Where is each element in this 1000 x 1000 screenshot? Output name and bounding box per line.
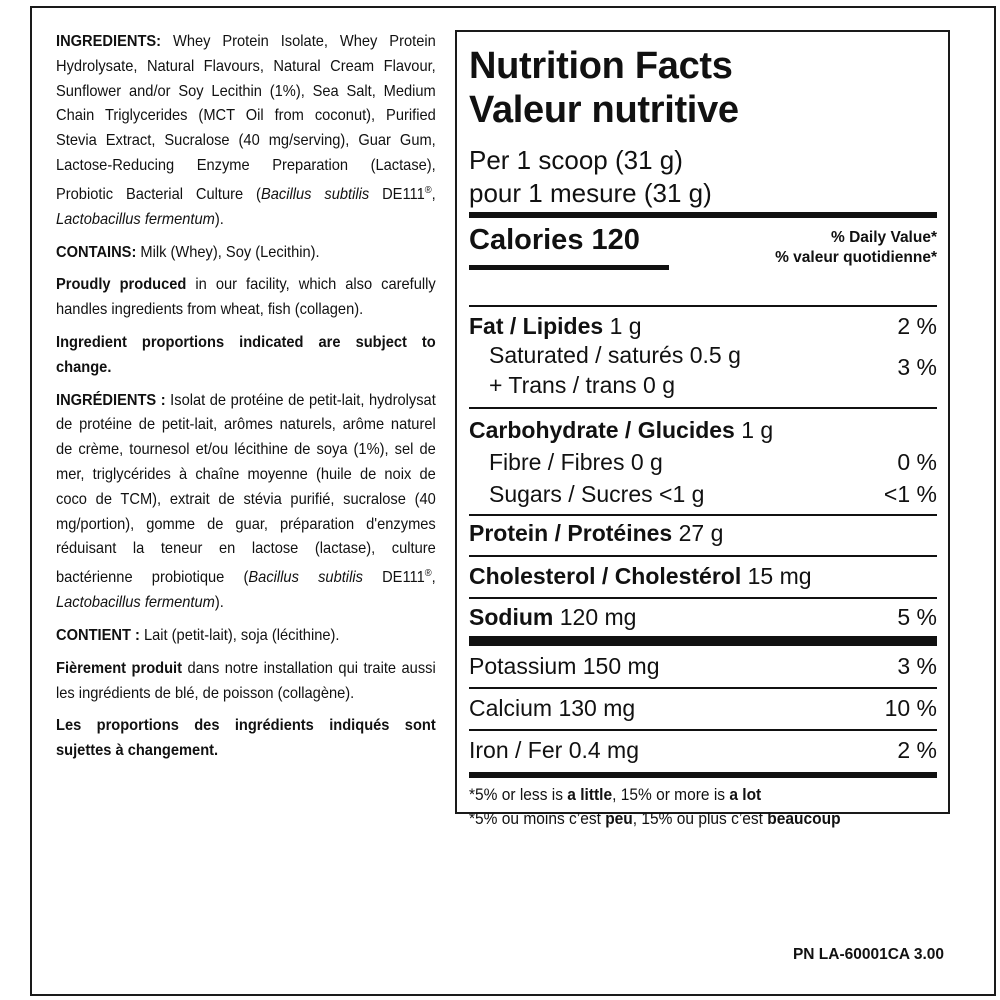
part-number: PN LA-60001CA 3.00	[792, 946, 944, 963]
rule-carb	[469, 514, 937, 516]
potassium-row: Potassium 150 mg 3 %	[469, 653, 937, 679]
rule-serving	[469, 212, 937, 218]
contient-fr: CONTIENT : Lait (petit-lait), soja (lécithine).	[56, 626, 340, 644]
footnote-en: *5% or less is a little, 15% or more is a lot	[469, 786, 762, 804]
rule-calcium	[469, 729, 937, 731]
rule-sodium	[469, 636, 937, 646]
fibre-row: Fibre / Fibres 0 g 0 %	[489, 449, 937, 475]
rule-potassium	[469, 687, 937, 689]
cholesterol-row: Cholesterol / Cholestérol 15 mg	[469, 563, 812, 589]
serving-size-en: Per 1 scoop (31 g)	[469, 145, 683, 175]
rule-protein	[469, 555, 937, 557]
rule-iron	[469, 772, 937, 778]
title-en: Nutrition Facts	[469, 45, 733, 87]
footnote-fr: *5% ou moins c’est peu, 15% ou plus c’est beaucoup	[469, 810, 841, 828]
iron-row: Iron / Fer 0.4 mg 2 %	[469, 737, 937, 763]
fat-row: Fat / Lipides 1 g 2 %	[469, 313, 937, 339]
ingredients-fr: INGRÉDIENTS : Isolat de protéine de petit-lait, hydrolysat de protéine de petit-lait, arômes naturels, arôme naturel de crème, tournesol et/ou lécithine de soya (1%), sel de mer, triglycérides à chaîne moyenne (huile de noix de coco de TCM), extrait de stévia purifié, sucralose (40 mg/portion), gomme de guar, préparation d'enzymes réduisant la teneur en lactose (lactase), culture bactérienne probiotique (Bacillus subtilis DE111®, Lactobacillus fermentum).	[56, 391, 436, 612]
sodium-row: Sodium 120 mg 5 %	[469, 604, 937, 630]
serving-size-fr: pour 1 mesure (31 g)	[469, 178, 712, 208]
carb-row: Carbohydrate / Glucides 1 g	[469, 417, 774, 443]
saturated-row: Saturated / saturés 0.5 g	[489, 342, 741, 368]
rule-cholesterol	[469, 597, 937, 599]
proportions-fr: Les proportions des ingrédients indiqués sont sujettes à changement.	[56, 717, 436, 760]
calcium-row: Calcium 130 mg 10 %	[469, 695, 937, 721]
title-fr: Valeur nutritive	[469, 89, 739, 131]
contains-en: CONTAINS: Milk (Whey), Soy (Lecithin).	[56, 243, 320, 261]
protein-row: Protein / Protéines 27 g	[469, 520, 724, 546]
calories-underline	[469, 265, 669, 270]
footnote	[469, 783, 841, 831]
nutrition-facts-panel: Nutrition Facts Valeur nutritive Per 1 scoop (31 g) pour 1 mesure (31 g) Calories 120 % Daily Value* % valeur quotidienne* Fat / Lipides 1 g 2 % Saturated / saturés 0.5 g + Trans / trans 0 g 3 % Carbohydrate / Glucides 1 g Fibre / Fibres 0 g 0 % Sugars / Sucres <1 g <1 % Protein / Protéines 27 g Cholesterol / Cholestérol 15 mg Sodium 120 mg 5 % Potassium 150 mg 3 % Calcium 130 mg 10 % Iron / Fer 0.4 mg 2 % *5% or less is a little, 15% or more is a lot *5% ou moins c’est peu, 15% ou plus c’est beaucoup	[455, 30, 950, 814]
ingredients-column	[56, 30, 436, 772]
rule-fat	[469, 407, 937, 409]
produced-en: Proudly produced in our facility, which also carefully handles ingredients from wheat, fish (collagen).	[56, 276, 436, 319]
daily-value-header: % Daily Value* % valeur quotidienne*	[775, 229, 937, 266]
sugars-row: Sugars / Sucres <1 g <1 %	[489, 481, 937, 507]
rule-calories	[469, 305, 937, 307]
ingredients-en: INGREDIENTS: Whey Protein Isolate, Whey Protein Hydrolysate, Natural Flavours, Natural Cream Flavour, Sunflower and/or Soy Lecithin (1%), Sea Salt, Medium Chain Triglycerides (MCT Oil from coconut), Purified Stevia Extract, Sucralose (40 mg/serving), Guar Gum, Lactose-Reducing Enzyme Preparation (Lactase), Probiotic Bacterial Culture (Bacillus subtilis DE111®, Lactobacillus fermentum).	[56, 33, 436, 228]
proportions-en: Ingredient proportions indicated are subject to change.	[56, 333, 436, 376]
trans-row: + Trans / trans 0 g	[489, 372, 676, 398]
fierement-fr: Fièrement produit dans notre installation qui traite aussi les ingrédients de blé, de poisson (collagène).	[56, 659, 436, 702]
calories: Calories 120	[469, 224, 640, 256]
